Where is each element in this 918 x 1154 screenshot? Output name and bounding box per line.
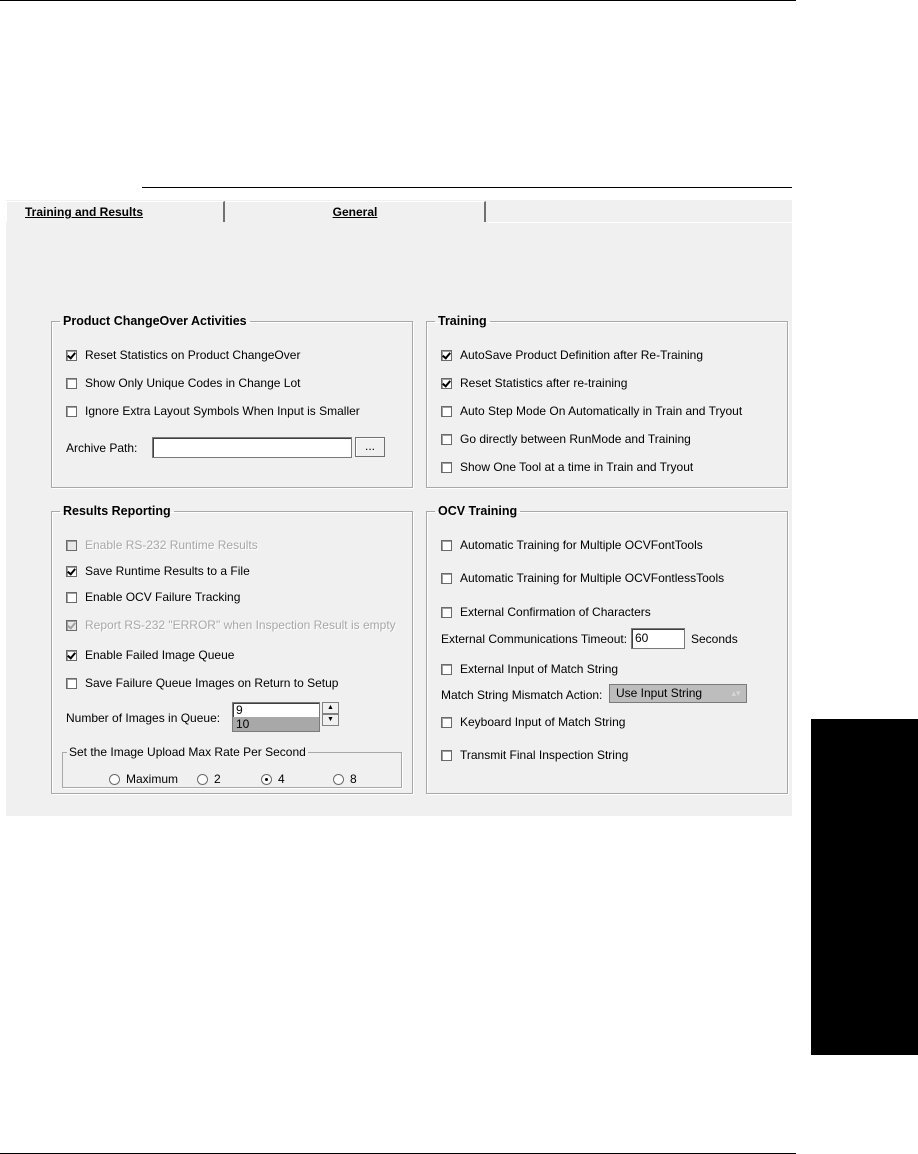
report-rs232-error-label: Report RS-232 "ERROR" when Inspection Result is empty <box>85 618 396 632</box>
browse-button[interactable]: ... <box>355 437 385 457</box>
external-confirmation-label: External Confirmation of Characters <box>460 605 651 619</box>
checkbox-icon <box>66 592 77 603</box>
checkbox-icon <box>66 678 77 689</box>
header-rule <box>0 0 796 1</box>
training-title: Training <box>438 314 487 328</box>
ocv-training-title: OCV Training <box>438 504 518 518</box>
checkbox-icon <box>441 664 452 675</box>
archive-path-label: Archive Path: <box>66 441 138 455</box>
external-confirmation-checkbox[interactable] <box>441 605 651 619</box>
checkbox-icon <box>441 406 452 417</box>
ocv-failure-tracking-label: Enable OCV Failure Tracking <box>85 590 241 604</box>
radio-icon <box>261 774 272 785</box>
queue-option-10[interactable]: 10 <box>233 717 319 731</box>
show-one-tool-checkbox[interactable] <box>441 460 693 474</box>
product-changeover-group <box>51 314 413 488</box>
auto-training-fontless-label: Automatic Training for Multiple OCVFontlessTools <box>460 571 725 585</box>
checkbox-icon <box>66 566 77 577</box>
results-reporting-title: Results Reporting <box>63 504 171 518</box>
product-changeover-title: Product ChangeOver Activities <box>63 314 247 328</box>
unique-codes-label: Show Only Unique Codes in Change Lot <box>85 376 301 390</box>
failed-image-queue-label: Enable Failed Image Queue <box>85 648 235 662</box>
ignore-extra-symbols-checkbox[interactable] <box>66 404 360 418</box>
radio-icon <box>333 774 344 785</box>
keyboard-input-checkbox[interactable] <box>441 715 625 729</box>
auto-training-font-checkbox[interactable] <box>441 538 703 552</box>
rate-4-radio[interactable] <box>261 772 285 786</box>
ocv-training-group <box>426 504 788 794</box>
rate-maximum-radio[interactable] <box>109 772 178 786</box>
checkbox-icon <box>441 378 452 389</box>
reset-stats-retraining-label: Reset Statistics after re-training <box>460 376 628 390</box>
results-reporting-group <box>51 504 413 794</box>
spin-down-icon[interactable]: ▼ <box>322 714 339 726</box>
checkbox-icon <box>66 650 77 661</box>
save-runtime-results-label: Save Runtime Results to a File <box>85 564 250 578</box>
save-runtime-results-checkbox[interactable] <box>66 564 250 578</box>
training-group <box>426 314 788 488</box>
rate-2-radio[interactable] <box>197 772 221 786</box>
radio-icon <box>197 774 208 785</box>
rate-2-label: 2 <box>214 772 221 786</box>
checkbox-icon <box>441 573 452 584</box>
autosave-product-checkbox[interactable] <box>441 348 703 362</box>
checkbox-icon <box>441 434 452 445</box>
mismatch-action-select[interactable] <box>609 684 747 703</box>
unique-codes-checkbox[interactable] <box>66 376 300 390</box>
rate-4-label: 4 <box>278 772 285 786</box>
tab-training-and-results[interactable]: Training and Results <box>6 201 225 222</box>
queue-count-label: Number of Images in Queue: <box>66 711 221 725</box>
transmit-final-checkbox[interactable] <box>441 748 628 762</box>
ocv-failure-tracking-checkbox[interactable] <box>66 590 240 604</box>
rate-maximum-label: Maximum <box>126 772 179 786</box>
checkbox-icon <box>66 540 77 551</box>
auto-training-font-label: Automatic Training for Multiple OCVFontTools <box>460 538 703 552</box>
auto-training-fontless-checkbox[interactable] <box>441 571 724 585</box>
archive-path-input[interactable] <box>152 437 352 458</box>
settings-dialog <box>6 200 792 816</box>
auto-step-mode-checkbox[interactable] <box>441 404 742 418</box>
checkbox-icon <box>66 378 77 389</box>
queue-spinner[interactable] <box>322 702 339 726</box>
reset-stats-changeover-label: Reset Statistics on Product ChangeOver <box>85 348 301 362</box>
radio-icon <box>109 774 120 785</box>
enable-rs232-label: Enable RS-232 Runtime Results <box>85 538 258 552</box>
checkbox-icon <box>441 717 452 728</box>
tab-general[interactable]: General <box>226 201 486 222</box>
mismatch-action-label: Match String Mismatch Action: <box>441 688 603 702</box>
reset-stats-retraining-checkbox[interactable] <box>441 376 627 390</box>
report-rs232-error-checkbox[interactable] <box>66 618 396 632</box>
spin-up-icon[interactable]: ▲ <box>322 702 339 714</box>
checkbox-icon <box>66 350 77 361</box>
timeout-label: External Communications Timeout: <box>441 632 628 646</box>
checkbox-icon <box>441 607 452 618</box>
rate-8-label: 8 <box>350 772 357 786</box>
checkbox-icon <box>66 406 77 417</box>
checkbox-icon <box>441 750 452 761</box>
checkbox-icon <box>441 350 452 361</box>
checkbox-icon <box>441 462 452 473</box>
save-failure-queue-label: Save Failure Queue Images on Return to Setup <box>85 676 339 690</box>
chapter-thumb-tab <box>811 719 918 1055</box>
mismatch-action-value: Use Input String <box>616 686 703 700</box>
auto-step-mode-label: Auto Step Mode On Automatically in Train and Tryout <box>460 404 743 418</box>
tab-baseline <box>488 222 792 223</box>
save-failure-queue-checkbox[interactable] <box>66 676 338 690</box>
timeout-input[interactable]: 60 <box>631 628 685 649</box>
go-directly-label: Go directly between RunMode and Training <box>460 432 691 446</box>
keyboard-input-label: Keyboard Input of Match String <box>460 715 626 729</box>
external-input-checkbox[interactable] <box>441 662 618 676</box>
queue-count-list[interactable] <box>232 702 320 732</box>
upload-rate-group <box>62 746 402 788</box>
show-one-tool-label: Show One Tool at a time in Train and Tryout <box>460 460 694 474</box>
autosave-product-label: AutoSave Product Definition after Re-Training <box>460 348 704 362</box>
failed-image-queue-checkbox[interactable] <box>66 648 234 662</box>
upload-rate-title: Set the Image Upload Max Rate Per Second <box>69 745 306 759</box>
ignore-extra-symbols-label: Ignore Extra Layout Symbols When Input is Smaller <box>85 404 360 418</box>
transmit-final-label: Transmit Final Inspection String <box>460 748 629 762</box>
tab-strip <box>6 200 792 224</box>
queue-option-9[interactable]: 9 <box>236 703 243 717</box>
section-rule <box>142 187 792 188</box>
go-directly-checkbox[interactable] <box>441 432 691 446</box>
checkbox-icon <box>66 620 77 631</box>
dropdown-arrow-icon[interactable]: ▴▾ <box>731 688 741 698</box>
external-input-label: External Input of Match String <box>460 662 619 676</box>
checkbox-icon <box>441 540 452 551</box>
enable-rs232-checkbox[interactable] <box>66 538 258 552</box>
rate-8-radio[interactable] <box>333 772 357 786</box>
reset-stats-changeover-checkbox[interactable] <box>66 348 300 362</box>
timeout-unit-label: Seconds <box>691 632 738 646</box>
